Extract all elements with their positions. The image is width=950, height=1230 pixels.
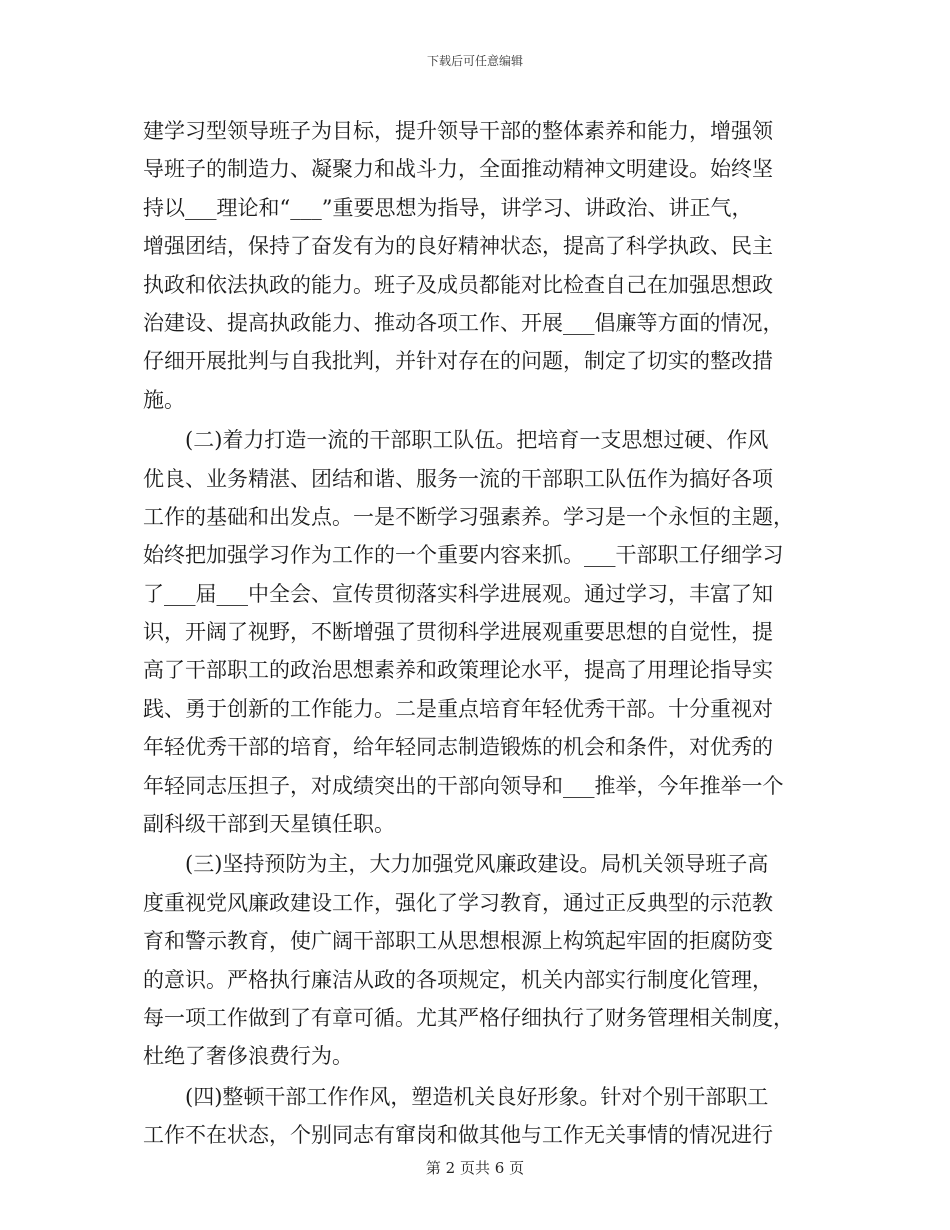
body-line: 高了干部职工的政治思想素养和政策理论水平，提高了用理论指导实 — [143, 658, 773, 683]
body-line: 的意识。严格执行廉洁从政的各项规定，机关内部实行制度化管理， — [143, 967, 773, 992]
document-body — [143, 112, 806, 1155]
body-line: 杜绝了奢侈浪费行为。 — [143, 1044, 353, 1069]
body-line: 工作的基础和出发点。一是不断学习强素养。学习是一个永恒的主题， — [143, 504, 794, 529]
body-line: 执政和依法执政的能力。班子及成员都能对比检查自己在加强思想政 — [143, 272, 773, 297]
page-header-note: 下载后可任意编辑 — [426, 54, 523, 68]
body-line: 持以___理论和“___”重要思想为指导，讲学习、讲政治、讲正气， — [143, 195, 753, 220]
body-line: 年轻优秀干部的培育，给年轻同志制造锻炼的机会和条件，对优秀的 — [143, 735, 773, 760]
section-heading-line: (三)坚持预防为主，大力加强党风廉政建设。局机关领导班子高 — [143, 852, 769, 877]
body-line: 增强团结，保持了奋发有为的良好精神状态，提高了科学执政、民主 — [143, 234, 773, 259]
section-heading-line: (二)着力打造一流的干部职工队伍。把培育一支思想过硬、作风 — [143, 428, 769, 453]
body-line: 识，开阔了视野，不断增强了贯彻科学进展观重要思想的自觉性，提 — [143, 620, 773, 645]
body-line: 施。 — [143, 387, 185, 412]
body-line: 建学习型领导班子为目标，提升领导干部的整体素养和能力，增强领 — [143, 119, 773, 143]
body-line: 每一项工作做到了有章可循。尤其严格仔细执行了财务管理相关制度， — [143, 1005, 794, 1030]
page-number: 第 2 页共 6 页 — [425, 1159, 525, 1177]
section-heading-line: (四)整顿干部工作作风，塑造机关良好形象。针对个别干部职工 — [143, 1084, 769, 1109]
body-line: 治建设、提高执政能力、推动各项工作、开展___倡廉等方面的情况， — [143, 310, 784, 335]
body-line: 践、勇于创新的工作能力。二是重点培育年轻优秀干部。十分重视对 — [143, 696, 773, 721]
body-line: 始终把加强学习作为工作的一个重要内容来抓。___干部职工仔细学习 — [143, 543, 784, 568]
body-line: 年轻同志压担子，对成绩突出的干部向领导和___推举，今年推举一个 — [143, 773, 784, 798]
body-line: 育和警示教育，使广阔干部职工从思想根源上构筑起牢固的拒腐防变 — [143, 929, 773, 954]
body-line: 了___届___中全会、宣传贯彻落实科学进展观。通过学习，丰富了知 — [143, 581, 773, 606]
body-line: 副科级干部到天星镇任职。 — [143, 812, 395, 837]
body-line: 导班子的制造力、凝聚力和战斗力，全面推动精神文明建设。始终坚 — [143, 157, 773, 182]
body-line: 度重视党风廉政建设工作，强化了学习教育，通过正反典型的示范教 — [143, 890, 773, 915]
body-line: 工作不在状态，个别同志有窜岗和做其他与工作无关事情的情况进行 — [143, 1123, 773, 1148]
body-line: 优良、业务精湛、团结和谐、服务一流的干部职工队伍作为搞好各项 — [143, 466, 773, 491]
body-line: 仔细开展批判与自我批判，并针对存在的问题，制定了切实的整改措 — [143, 349, 773, 374]
